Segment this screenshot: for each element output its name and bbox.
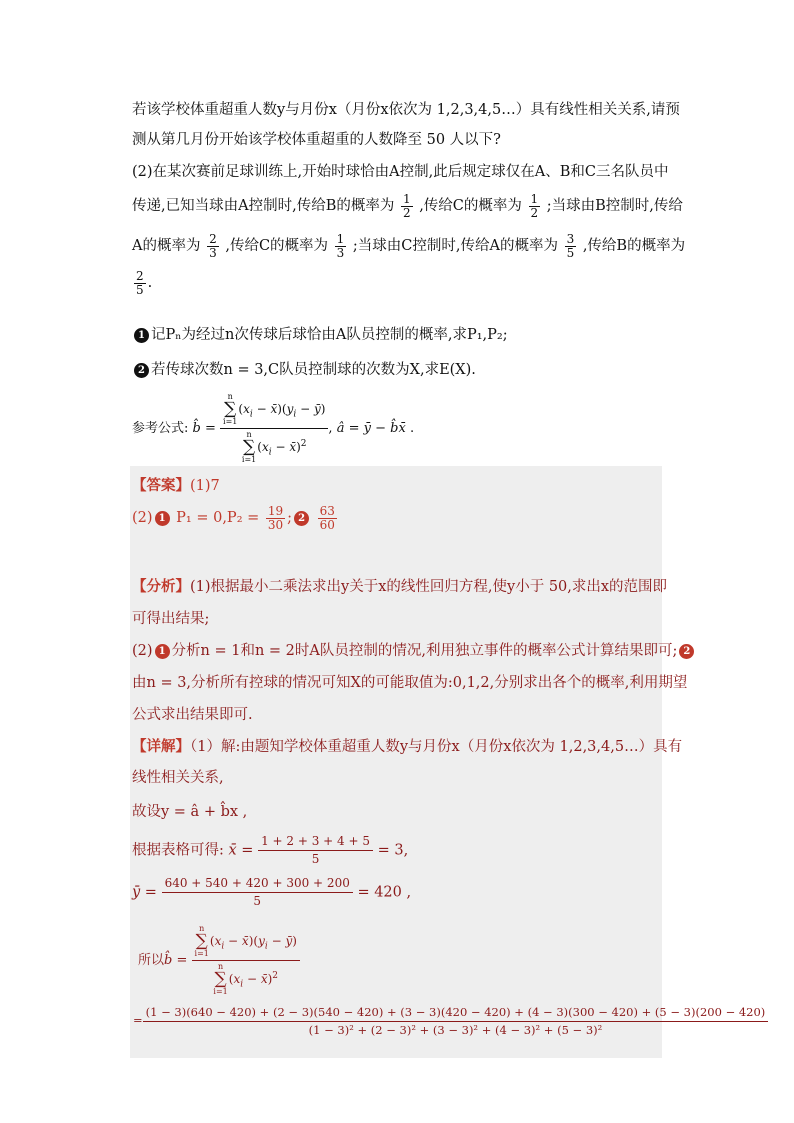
b-hat-expanded-fraction: (1 − 3)(640 − 420) + (2 − 3)(540 − 420) + (3 − 3)(420 − 420) + (4 − 3)(300 − 420) + (5 − 3)(200 − 420) (1 − 3)² + (2 − 3)² + (3 − 3)² + (4 − 3)² + (5 − 3)² xyxy=(143,1006,769,1036)
problem-line-2: 测从第几月份开始该学校体重超重的人数降至 50 人以下? xyxy=(132,132,501,148)
part2-intro-d: $\frac{2}{5}$ . xyxy=(136,269,153,297)
analysis-tag: 【分析】 xyxy=(132,578,190,595)
text-fragment: 记Pₙ为经过n次传球后球恰由A队员控制的概率,求P₁,P₂; xyxy=(151,327,508,343)
analysis-line-1 xyxy=(132,575,667,596)
analysis-line-5: 公式求出结果即可. xyxy=(132,707,253,723)
text-fragment: ;当球由C控制时,传给A的概率为 xyxy=(352,238,558,255)
formula-b-hat: n ∑ i=1 ($x_i$ − $x̄)(y_i$ − ȳ) n ∑ i=1 ($x_i$ − x̄)$^2$ xyxy=(220,393,328,464)
text-fragment: = 3, xyxy=(377,842,409,859)
fraction-three-fifths: $\frac{3}{5}$ xyxy=(566,232,575,260)
analysis-line-3: (2) 1 分析n = 1和n = 2时A队员控制的情况,利用独立事件的概率公式计算结果即可; 2 xyxy=(132,639,696,660)
fraction-half: $\frac{1}{2}$ xyxy=(402,192,411,220)
xbar-calc: 根据表格可得: x̄ = $\frac{1 + 2 + 3 + 4 + 5}{5}$ = 3, xyxy=(132,834,409,867)
b-hat-expanded: = (1 − 3)(640 − 420) + (2 − 3)(540 − 420) + (3 − 3)(420 − 420) + (4 − 3)(300 − 420) + (5 − 3)(200 − 420) (1 − 3)² + (2 − 3)² + (3 − 3)² + (4 − 3)² + (5 − 3)² xyxy=(133,1006,768,1036)
analysis-line-4: 由n = 3,分析所有控球的情况可知X的可能取值为:0,1,2,分别求出各个的概率,利用期望 xyxy=(132,675,688,691)
detail-tag: 【详解】 xyxy=(132,738,190,755)
circled-one-icon: 1 xyxy=(155,511,170,526)
b-hat-formula: 所以b̂ = n ∑ i=1 ($x_i$ − $x̄)(y_i$ − ȳ) n ∑ i=1 ($x_i$ − x̄)$^2$ xyxy=(138,925,300,996)
text-fragment: ,传给B的概率为 xyxy=(582,238,686,255)
b-hat-fraction: n ∑ i=1 ($x_i$ − $x̄)(y_i$ − ȳ) n ∑ i=1 ($x_i$ − x̄)$^2$ xyxy=(192,925,300,996)
fraction-two-fifths: $\frac{2}{5}$ xyxy=(136,269,144,297)
problem-line-1: 若该学校体重超重人数y与月份x（月份x依次为 1,2,3,4,5…）具有线性相关关系,请预 xyxy=(132,102,680,118)
answer-line-1 xyxy=(132,474,220,495)
circled-one-icon: 1 xyxy=(134,328,149,343)
circled-two-icon: 2 xyxy=(679,644,694,659)
answer-p2-label: ,P₂ = xyxy=(222,510,260,527)
text-fragment: 所以 xyxy=(138,953,165,968)
detail-line-2: 线性相关关系, xyxy=(132,770,224,786)
circled-one-icon: 1 xyxy=(155,644,170,659)
text-fragment: A的概率为 xyxy=(132,238,201,255)
fraction-p2: $\frac{19}{30}$ xyxy=(267,504,284,532)
formula-label: 参考公式: xyxy=(132,421,189,436)
text-fragment: 传递,已知当球由A控制时,传给B的概率为 xyxy=(132,198,395,215)
text-fragment: 分析n = 1和n = 2时A队员控制的情况,利用独立事件的概率公式计算结果即可; xyxy=(171,643,678,659)
xbar-fraction: $\frac{1 + 2 + 3 + 4 + 5}{5}$ xyxy=(258,835,373,866)
part2-intro-b xyxy=(132,193,683,219)
sub-question-1 xyxy=(132,323,508,344)
text-fragment: 若传球次数n = 3,C队员控制球的次数为X,求E(X). xyxy=(151,362,476,378)
detail-line-1 xyxy=(132,735,682,756)
text-fragment: ,传给C的概率为 xyxy=(419,198,522,215)
text-fragment: = 420 , xyxy=(357,884,412,901)
fraction-ex: $\frac{63}{60}$ xyxy=(319,504,335,532)
answer-tag: 【答案】 xyxy=(132,477,190,494)
fraction-two-thirds: $\frac{2}{3}$ xyxy=(209,232,217,260)
ybar-fraction: $\frac{640 + 540 + 420 + 300 + 200}{5}$ xyxy=(162,877,353,908)
fraction-half: $\frac{1}{2}$ xyxy=(530,192,539,220)
text-fragment: (1)根据最小二乘法求出y关于x的线性回归方程,使y小于 50,求出x的范围即 xyxy=(190,579,668,595)
ybar-calc: ȳ = $\frac{640 + 540 + 420 + 300 + 200}{5}$ = 420 , xyxy=(132,876,412,909)
answer-p1: P₁ = 0 xyxy=(176,510,223,527)
analysis-line-2: 可得出结果; xyxy=(132,611,210,627)
fraction-one-third: $\frac{1}{3}$ xyxy=(336,232,345,260)
sub-question-2 xyxy=(132,358,476,379)
part2-intro-c xyxy=(132,233,685,259)
text-fragment: ,传给C的概率为 xyxy=(225,238,329,255)
circled-two-icon: 2 xyxy=(134,363,149,378)
text-fragment: (2) xyxy=(132,510,153,527)
answer-1: (1)7 xyxy=(190,478,220,494)
text-fragment: ;当球由B控制时,传给 xyxy=(546,198,683,215)
reference-formula: 参考公式: b̂ = n ∑ i=1 ($x_i$ − $x̄)(y_i$ − ȳ) n ∑ i=1 ($x_i$ − x̄)$^2$ , â = ȳ − b̂x̄ . xyxy=(132,392,415,464)
detail-line-3: 故设y = â + b̂x , xyxy=(132,804,248,820)
part2-intro-a: (2)在某次赛前足球训练上,开始时球恰由A控制,此后规定球仅在A、B和C三名队员中 xyxy=(132,164,669,180)
text-fragment: 根据表格可得: xyxy=(132,842,224,859)
answer-line-2: (2) 1 P₁ = 0,P₂ = $\frac{19}{30}$ ; 2 $\frac{63}{60}$ xyxy=(132,504,335,532)
text-fragment: （1）解:由题知学校体重超重人数y与月份x（月份x依次为 1,2,3,4,5…）具有 xyxy=(190,739,683,755)
circled-two-icon: 2 xyxy=(294,511,309,526)
